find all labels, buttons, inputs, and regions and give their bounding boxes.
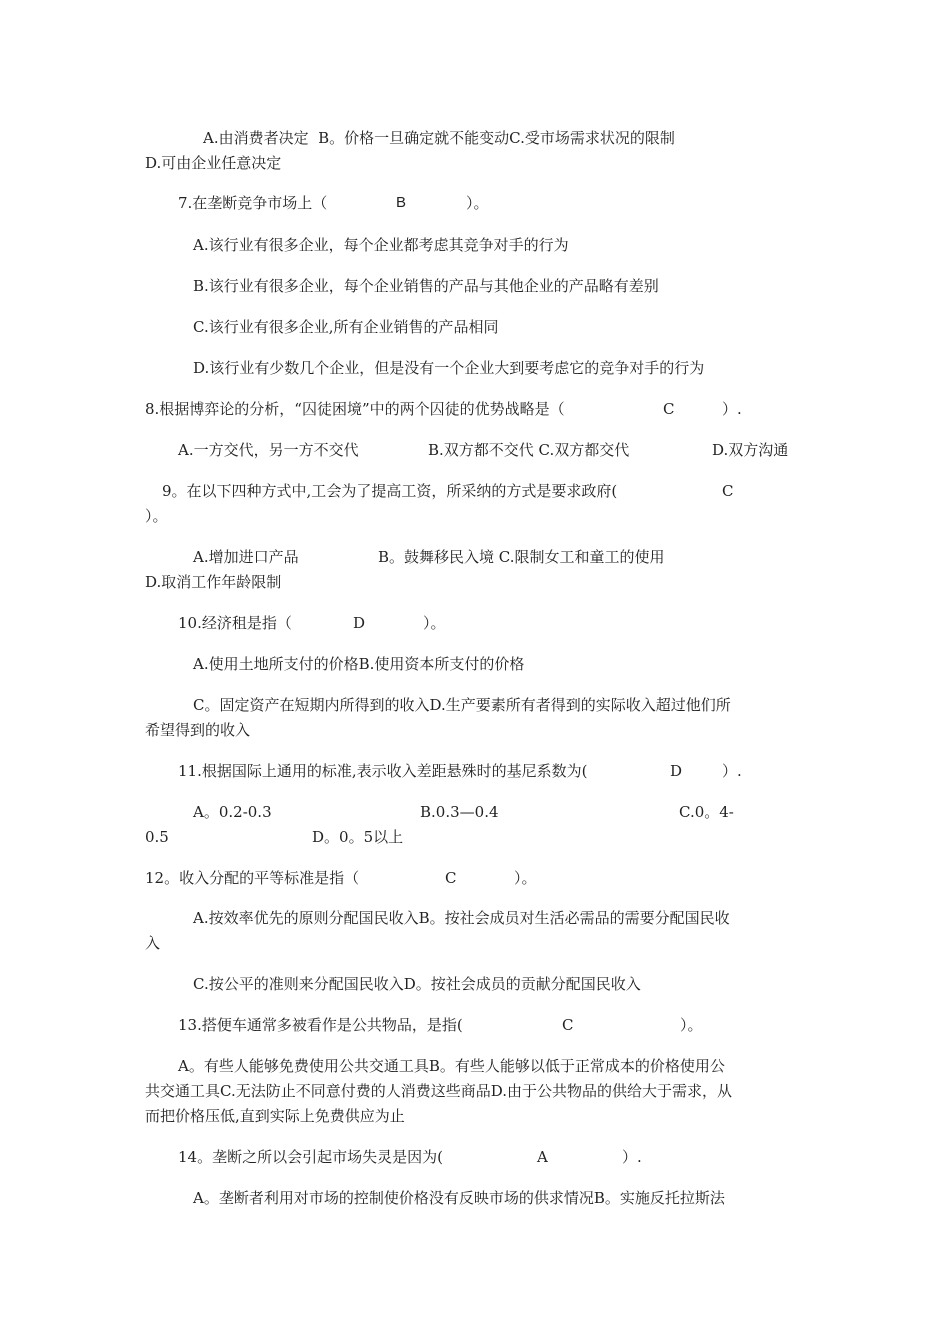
- q13-options-line2: 共交通工具C.无法防止不同意付费的人消费这些商品D.由于公共物品的供给大于需求，从: [145, 1082, 732, 1100]
- q11-option-c-part1: C.0。4-: [679, 803, 734, 821]
- q10-answer: D: [353, 614, 366, 632]
- q14-answer: A: [537, 1148, 548, 1166]
- q6-options-line1: A.由消费者决定 B。价格一旦确定就不能变动C.受市场需求状况的限制: [203, 129, 675, 147]
- q8-answer: C: [663, 400, 675, 418]
- q7-option-b: B.该行业有很多企业，每个企业销售的产品与其他企业的产品略有差别: [193, 277, 659, 295]
- q7-answer: B: [396, 194, 407, 211]
- q14-options-line1: A。垄断者利用对市场的控制使价格没有反映市场的供求情况B。实施反托拉斯法: [193, 1189, 725, 1207]
- q8-option-d: D.双方沟通: [712, 441, 789, 459]
- q10-stem-prefix: 10.经济租是指（: [178, 614, 292, 632]
- q8-option-bc: B.双方都不交代 C.双方都交代: [428, 441, 630, 459]
- q12-options-cd: C.按公平的准则来分配国民收入D。按社会成员的贡献分配国民收入: [193, 975, 641, 993]
- q8-stem-prefix: 8.根据博弈论的分析，“囚徒困境”中的两个囚徒的优势战略是（: [145, 400, 565, 418]
- q11-option-a: A。0.2-0.3: [193, 803, 272, 821]
- q12-options-ab-line1: A.按效率优先的原则分配国民收入B。按社会成员对生活必需品的需要分配国民收: [193, 909, 730, 927]
- q8-option-a: A.一方交代，另一方不交代: [178, 441, 359, 459]
- q10-options-cd-line2: 希望得到的收入: [145, 721, 251, 739]
- q7-stem-suffix: ）。: [466, 194, 489, 212]
- q8-stem-suffix: ）.: [722, 400, 742, 418]
- q9-answer: C: [722, 482, 734, 500]
- q9-option-bc: B。鼓舞移民入境 C.限制女工和童工的使用: [378, 548, 665, 566]
- q13-options-line3: 而把价格压低,直到实际上免费供应为止: [145, 1107, 405, 1125]
- q10-options-cd-line1: C。固定资产在短期内所得到的收入D.生产要素所有者得到的实际收入超过他们所: [193, 696, 731, 714]
- q9-option-d: D.取消工作年龄限制: [145, 573, 282, 591]
- q7-option-a: A.该行业有很多企业，每个企业都考虑其竞争对手的行为: [193, 236, 569, 254]
- q12-options-ab-line2: 入: [145, 934, 161, 952]
- q7-stem-prefix: 7.在垄断竞争市场上（: [178, 194, 328, 212]
- q7-option-d: D.该行业有少数几个企业，但是没有一个企业大到要考虑它的竞争对手的行为: [193, 359, 705, 377]
- q13-stem-prefix: 13.搭便车通常多被看作是公共物品，是指(: [178, 1016, 463, 1034]
- q9-stem-prefix: 9。在以下四种方式中,工会为了提高工资，所采纳的方式是要求政府(: [162, 482, 618, 500]
- q10-options-ab: A.使用土地所支付的价格B.使用资本所支付的价格: [193, 655, 525, 673]
- q11-stem-suffix: ）.: [722, 762, 742, 780]
- q9-stem-suffix: ）。: [145, 507, 168, 525]
- q13-stem-suffix: ）。: [680, 1016, 703, 1034]
- q12-stem-prefix: 12。收入分配的平等标准是指（: [145, 869, 360, 887]
- q11-option-b: B.0.3—0.4: [420, 803, 499, 821]
- q14-stem-suffix: ）.: [622, 1148, 642, 1166]
- q12-answer: C: [445, 869, 457, 887]
- q11-option-d: D。0。5以上: [312, 828, 404, 846]
- q11-option-c-part2: 0.5: [145, 828, 169, 846]
- q6-options-line2: D.可由企业任意决定: [145, 154, 282, 172]
- q11-answer: D: [670, 762, 683, 780]
- q13-answer: C: [562, 1016, 574, 1034]
- q7-option-c: C.该行业有很多企业,所有企业销售的产品相同: [193, 318, 499, 336]
- q13-options-line1: A。有些人能够免费使用公共交通工具B。有些人能够以低于正常成本的价格使用公: [178, 1057, 725, 1075]
- q9-option-a: A.增加进口产品: [193, 548, 299, 566]
- q10-stem-suffix: ）。: [423, 614, 446, 632]
- q14-stem-prefix: 14。垄断之所以会引起市场失灵是因为(: [178, 1148, 443, 1166]
- q11-stem-prefix: 11.根据国际上通用的标准,表示收入差距悬殊时的基尼系数为(: [178, 762, 588, 780]
- q12-stem-suffix: ）。: [514, 869, 537, 887]
